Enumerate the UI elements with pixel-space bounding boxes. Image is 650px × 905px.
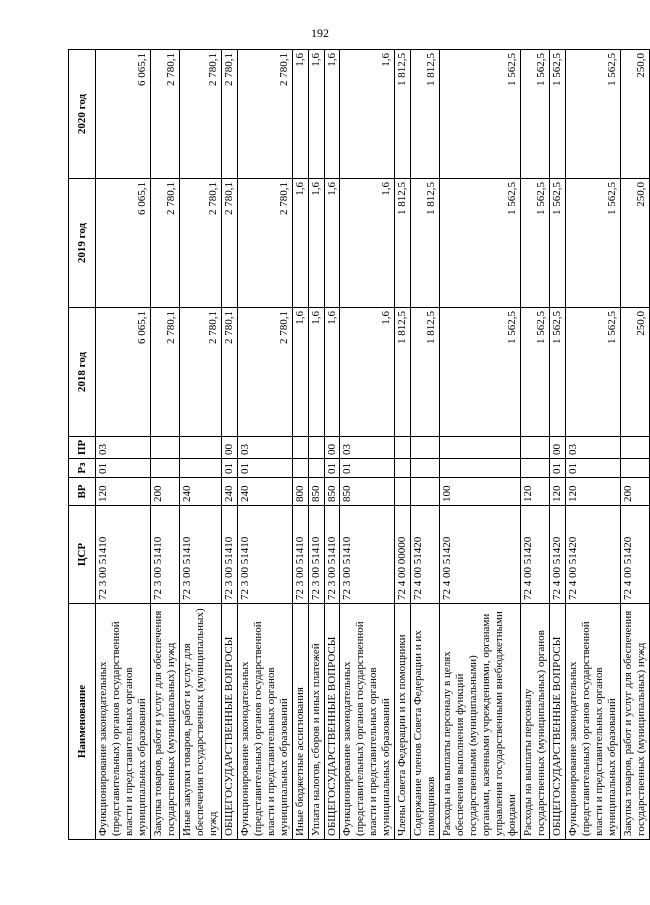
- cell-rz: 01: [565, 459, 620, 478]
- table-row: [395, 50, 411, 840]
- cell-2019: 2 780,1: [237, 179, 292, 308]
- cell-2018: 1 812,5: [411, 308, 440, 437]
- cell-pr: 00: [221, 437, 237, 459]
- cell-rz: [308, 459, 324, 478]
- cell-name: Иные закупки товаров, работ и услуг для обеспечения государственных (муниципальных) нужд: [179, 604, 221, 840]
- cell-csr: 72 4 00 51420: [411, 506, 440, 604]
- cell-name: Расходы на выплаты персоналу в целях обеспечения выполнения функций государственными (муниципальными) органами, казенными учреждениями, органами управления государственными внебюджетными фондами: [440, 604, 521, 840]
- cell-2019: 1,6: [324, 179, 340, 308]
- cell-rz: 01: [221, 459, 237, 478]
- budget-table: [68, 49, 650, 840]
- table-row: [340, 50, 395, 840]
- cell-2019: 1 812,5: [411, 179, 440, 308]
- cell-2020: 2 780,1: [221, 50, 237, 179]
- cell-csr: 72 4 00 51420: [521, 506, 550, 604]
- cell-2020: 2 780,1: [179, 50, 221, 179]
- cell-csr: 72 4 00 51420: [550, 506, 566, 604]
- header-2018: 2018 год: [69, 308, 96, 437]
- cell-2018: 2 780,1: [237, 308, 292, 437]
- cell-2020: 1 562,5: [565, 50, 620, 179]
- cell-rz: [395, 459, 411, 478]
- cell-rz: 01: [324, 459, 340, 478]
- cell-2019: 1 812,5: [395, 179, 411, 308]
- cell-vr: [395, 478, 411, 506]
- cell-2020: 1,6: [308, 50, 324, 179]
- cell-rz: 01: [340, 459, 395, 478]
- cell-rz: 01: [237, 459, 292, 478]
- cell-vr: 100: [440, 478, 521, 506]
- cell-pr: [308, 437, 324, 459]
- cell-vr: 240: [179, 478, 221, 506]
- cell-2018: 1 812,5: [395, 308, 411, 437]
- cell-rz: [411, 459, 440, 478]
- cell-rz: [150, 459, 179, 478]
- cell-2018: 1,6: [324, 308, 340, 437]
- table-row: [221, 50, 237, 840]
- table-row: [411, 50, 440, 840]
- cell-pr: 03: [565, 437, 620, 459]
- cell-2020: 1,6: [324, 50, 340, 179]
- cell-name: Расходы на выплаты персоналу государственных (муниципальных) органов: [521, 604, 550, 840]
- cell-csr: 72 4 00 51420: [565, 506, 620, 604]
- cell-2019: 1 562,5: [440, 179, 521, 308]
- cell-pr: [440, 437, 521, 459]
- cell-pr: [179, 437, 221, 459]
- cell-pr: [150, 437, 179, 459]
- header-vr: ВР: [69, 478, 96, 506]
- table-row: [550, 50, 566, 840]
- cell-2019: 2 780,1: [179, 179, 221, 308]
- cell-2020: 250,0: [620, 50, 649, 179]
- cell-pr: 00: [550, 437, 566, 459]
- header-name: Наименование: [69, 604, 96, 840]
- cell-name: Закупка товаров, работ и услуг для обеспечения государственных (муниципальных) нужд: [620, 604, 649, 840]
- cell-2018: 2 780,1: [179, 308, 221, 437]
- cell-pr: [395, 437, 411, 459]
- header-csr: ЦСР: [69, 506, 96, 604]
- cell-name: Функционирование законодательных (представительных) органов государственной власти и представительных органов муниципальных образований: [237, 604, 292, 840]
- table-row: [292, 50, 308, 840]
- cell-vr: 120: [521, 478, 550, 506]
- cell-pr: 03: [96, 437, 151, 459]
- header-2020: 2020 год: [69, 50, 96, 179]
- table-row: [96, 50, 151, 840]
- cell-name: Закупка товаров, работ и услуг для обеспечения государственных (муниципальных) нужд: [150, 604, 179, 840]
- cell-csr: 72 3 00 51410: [96, 506, 151, 604]
- header-pr: ПР: [69, 437, 96, 459]
- page-number: 192: [311, 26, 329, 40]
- cell-2018: 1,6: [308, 308, 324, 437]
- table-row: [179, 50, 221, 840]
- cell-vr: 120: [565, 478, 620, 506]
- cell-2018: 1,6: [292, 308, 308, 437]
- cell-2019: 1,6: [308, 179, 324, 308]
- cell-2018: 1 562,5: [521, 308, 550, 437]
- cell-2019: 2 780,1: [221, 179, 237, 308]
- cell-csr: 72 4 00 51420: [440, 506, 521, 604]
- table-row: [150, 50, 179, 840]
- table-row: [308, 50, 324, 840]
- cell-csr: 72 4 00 51420: [620, 506, 649, 604]
- cell-rz: [521, 459, 550, 478]
- cell-2018: 1 562,5: [440, 308, 521, 437]
- cell-csr: 72 3 00 51410: [179, 506, 221, 604]
- cell-vr: 240: [237, 478, 292, 506]
- cell-vr: 200: [620, 478, 649, 506]
- cell-name: Функционирование законодательных (представительных) органов государственной власти и представительных органов муниципальных образований: [96, 604, 151, 840]
- cell-2019: 1,6: [292, 179, 308, 308]
- cell-2019: 1 562,5: [565, 179, 620, 308]
- cell-pr: [620, 437, 649, 459]
- cell-2019: 1 562,5: [550, 179, 566, 308]
- cell-pr: 00: [324, 437, 340, 459]
- cell-2020: 1 812,5: [411, 50, 440, 179]
- cell-2018: 6 065,1: [96, 308, 151, 437]
- cell-name: Содержание членов Совета Федерации и их помощников: [411, 604, 440, 840]
- cell-vr: 850: [308, 478, 324, 506]
- table-body: [96, 50, 650, 840]
- table-header-row: [69, 50, 96, 840]
- cell-2020: 1,6: [292, 50, 308, 179]
- cell-name: Функционирование законодательных (представительных) органов государственной власти и представительных органов муниципальных образований: [565, 604, 620, 840]
- cell-2018: 2 780,1: [150, 308, 179, 437]
- table-row: [565, 50, 620, 840]
- cell-2019: 250,0: [620, 179, 649, 308]
- cell-2018: 1 562,5: [550, 308, 566, 437]
- cell-2018: 1,6: [340, 308, 395, 437]
- cell-csr: 72 4 00 00000: [395, 506, 411, 604]
- cell-vr: 850: [340, 478, 395, 506]
- cell-rz: [292, 459, 308, 478]
- table-row: [324, 50, 340, 840]
- cell-2020: 2 780,1: [150, 50, 179, 179]
- cell-2020: 2 780,1: [237, 50, 292, 179]
- cell-2018: 2 780,1: [221, 308, 237, 437]
- cell-2020: 1 812,5: [395, 50, 411, 179]
- cell-2020: 1 562,5: [550, 50, 566, 179]
- cell-2020: 1,6: [340, 50, 395, 179]
- header-2019: 2019 год: [69, 179, 96, 308]
- cell-2018: 250,0: [620, 308, 649, 437]
- cell-2019: 6 065,1: [96, 179, 151, 308]
- cell-2019: 1 562,5: [521, 179, 550, 308]
- cell-name: Уплата налогов, сборов и иных платежей: [308, 604, 324, 840]
- cell-vr: 120: [96, 478, 151, 506]
- table-row: [440, 50, 521, 840]
- cell-name: Иные бюджетные ассигнования: [292, 604, 308, 840]
- cell-vr: 200: [150, 478, 179, 506]
- cell-2019: 1,6: [340, 179, 395, 308]
- header-rz: Рз: [69, 459, 96, 478]
- cell-csr: 72 3 00 51410: [292, 506, 308, 604]
- cell-name: ОБЩЕГОСУДАРСТВЕННЫЕ ВОПРОСЫ: [221, 604, 237, 840]
- cell-name: Члены Совета Федерации и их помощники: [395, 604, 411, 840]
- cell-pr: [292, 437, 308, 459]
- cell-vr: 240: [221, 478, 237, 506]
- cell-csr: 72 3 00 51410: [221, 506, 237, 604]
- rotated-table-container: [68, 50, 647, 840]
- cell-2020: 1 562,5: [440, 50, 521, 179]
- cell-pr: 03: [340, 437, 395, 459]
- cell-csr: 72 3 00 51410: [150, 506, 179, 604]
- cell-rz: 01: [550, 459, 566, 478]
- cell-rz: [440, 459, 521, 478]
- table-row: [237, 50, 292, 840]
- table-row: [521, 50, 550, 840]
- cell-rz: 01: [96, 459, 151, 478]
- cell-vr: 120: [550, 478, 566, 506]
- cell-pr: [521, 437, 550, 459]
- cell-name: ОБЩЕГОСУДАРСТВЕННЫЕ ВОПРОСЫ: [550, 604, 566, 840]
- cell-rz: [620, 459, 649, 478]
- cell-2020: 1 562,5: [521, 50, 550, 179]
- cell-2019: 2 780,1: [150, 179, 179, 308]
- cell-pr: [411, 437, 440, 459]
- cell-vr: 850: [324, 478, 340, 506]
- cell-2020: 6 065,1: [96, 50, 151, 179]
- cell-2018: 1 562,5: [565, 308, 620, 437]
- cell-rz: [179, 459, 221, 478]
- cell-name: Функционирование законодательных (представительных) органов государственной власти и представительных органов муниципальных образований: [340, 604, 395, 840]
- cell-csr: 72 3 00 51410: [237, 506, 292, 604]
- cell-vr: [411, 478, 440, 506]
- cell-csr: 72 3 00 51410: [340, 506, 395, 604]
- cell-pr: 03: [237, 437, 292, 459]
- cell-csr: 72 3 00 51410: [308, 506, 324, 604]
- cell-vr: 800: [292, 478, 308, 506]
- cell-name: ОБЩЕГОСУДАРСТВЕННЫЕ ВОПРОСЫ: [324, 604, 340, 840]
- table-row: [620, 50, 649, 840]
- cell-csr: 72 3 00 51410: [324, 506, 340, 604]
